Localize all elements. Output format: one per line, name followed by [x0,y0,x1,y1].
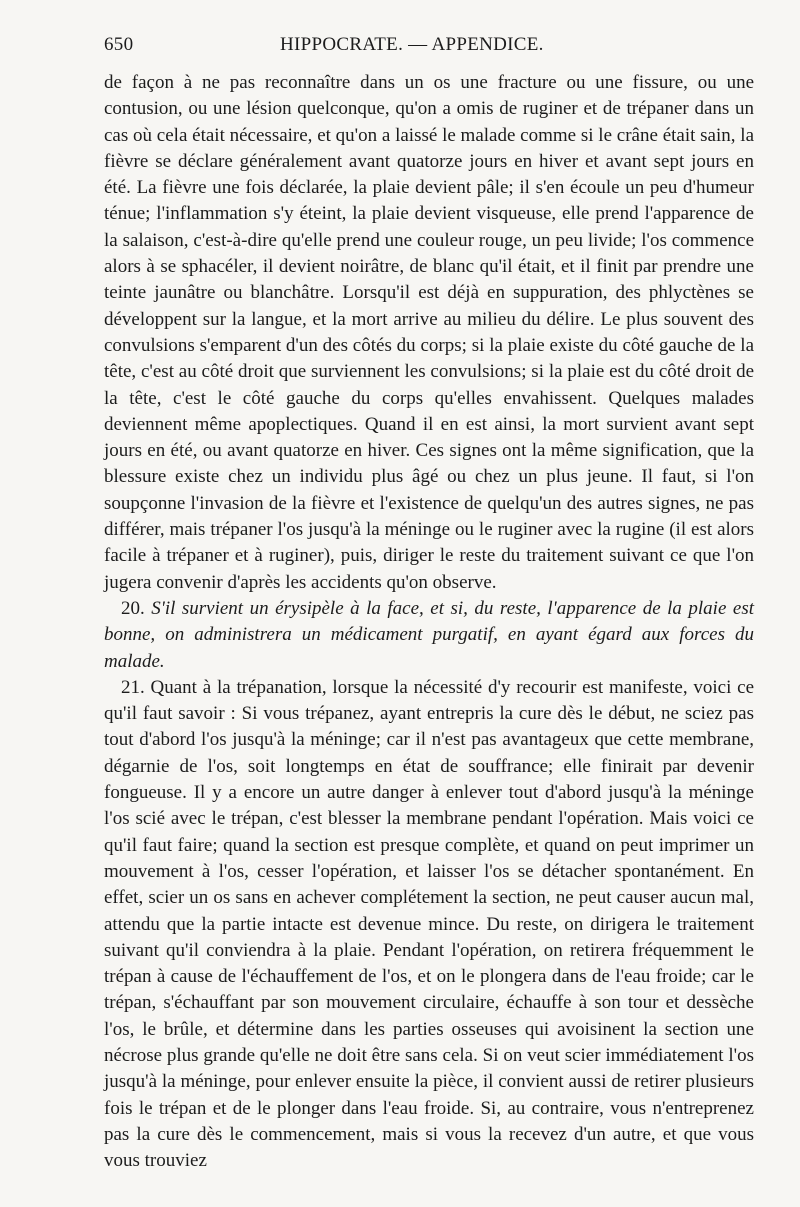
body-text [104,70,754,1174]
paragraph-21 [104,675,754,1175]
page-number: 650 [104,34,134,55]
running-title: HIPPOCRATE. — APPENDICE. [280,34,544,55]
paragraph-number: 20. [121,597,152,619]
paragraph-text: S'il survient un érysipèle à la face, et si, du reste, l'apparence de la plaie est bonne, on administrera un médicament purgatif, en ayant égard aux forces du malade. [104,597,754,672]
paragraph-text: Quant à la trépanation, lorsque la nécessité d'y recourir est manifeste, voici ce qu'il faut savoir : Si vous trépanez, ayant entrepris la cure dès le début, ne sciez pas tout d'abord l'os jusqu'à la méninge; car il n'est pas avantageux que cette membrane, dégarnie de l'os, soit longtemps en état de souffrance; elle finirait par devenir fongueuse. Il y a encore un autre danger à enlever tout d'abord jusqu'à la méninge l'os scié avec le trépan, c'est blesser la membrane pendant l'opération. Mais voici ce qu'il faut faire; quand la section est presque complète, et quand on peut imprimer un mouvement à l'os, cesser l'opération, et laisser l'os se détacher spontanément. En effet, scier un os sans en achever complétement la section, ne peut causer aucun mal, attendu que la partie intacte est devenue mince. Du reste, on dirigera le traitement suivant qu'il conviendra à la plaie. Pendant l'opération, on retirera fréquemment le trépan à cause de l'échauffement de l'os, et on le plongera dans de l'eau froide; car le trépan, s'échauffant par son mouvement circulaire, échauffe à son tour et dessèche l'os, le brûle, et détermine dans les parties osseuses qui avoisinent la section une nécrose plus grande qu'elle ne doit être sans cela. Si on veut scier immédiatement l'os jusqu'à la méninge, pour enlever ensuite la pièce, il convient aussi de retirer plusieurs fois le trépan et de le plonger dans l'eau froide. Si, au contraire, vous n'entreprenez pas la cure dès le commencement, mais si vous la recevez d'un autre, et que vous vous trouviez [104,676,754,1172]
paragraph-continuation [104,70,754,596]
paragraph-number: 21. [121,676,151,698]
running-header [104,34,754,70]
paragraph-text: de façon à ne pas reconnaître dans un os une fracture ou une fissure, ou une contusion, ou une lésion quelconque, qu'on a omis de ruginer et de trépaner dans un cas où cela était nécessaire, et qu'on a laissé le malade comme si le crâne était sain, la fièvre se déclare généralement avant quatorze jours en hiver et avant sept jours en été. La fièvre une fois déclarée, la plaie devient pâle; il s'en écoule un peu d'humeur ténue; l'inflammation s'y éteint, la plaie devient visqueuse, elle prend l'apparence de la salaison, c'est-à-dire qu'elle prend une couleur rouge, un peu livide; l'os commence alors à se sphacéler, il devient noirâtre, de blanc qu'il était, et il finit par prendre une teinte jaunâtre ou blanchâtre. Lorsqu'il est déjà en suppuration, des phlyctènes se développent sur la langue, et la mort arrive au milieu du délire. Le plus souvent des convulsions s'emparent d'un des côtés du corps; si la plaie existe du côté gauche de la tête, c'est au côté droit que surviennent les convulsions; si la plaie est du côté droit de la tête, c'est le côté gauche du corps qu'elles envahissent. Quelques malades deviennent même apoplectiques. Quand il en est ainsi, la mort survient avant sept jours en été, ou avant quatorze en hiver. Ces signes ont la même signification, que la blessure existe chez un individu plus âgé ou chez un plus jeune. Il faut, si l'on soupçonne l'invasion de la fièvre et l'existence de quelqu'un des autres signes, ne pas différer, mais trépaner l'os jusqu'à la méninge ou le ruginer avec la rugine (il est alors facile à trépaner et à ruginer), puis, diriger le reste du traitement suivant ce que l'on jugera convenir d'après les accidents qu'on observe. [104,72,754,593]
paragraph-20 [104,596,754,675]
